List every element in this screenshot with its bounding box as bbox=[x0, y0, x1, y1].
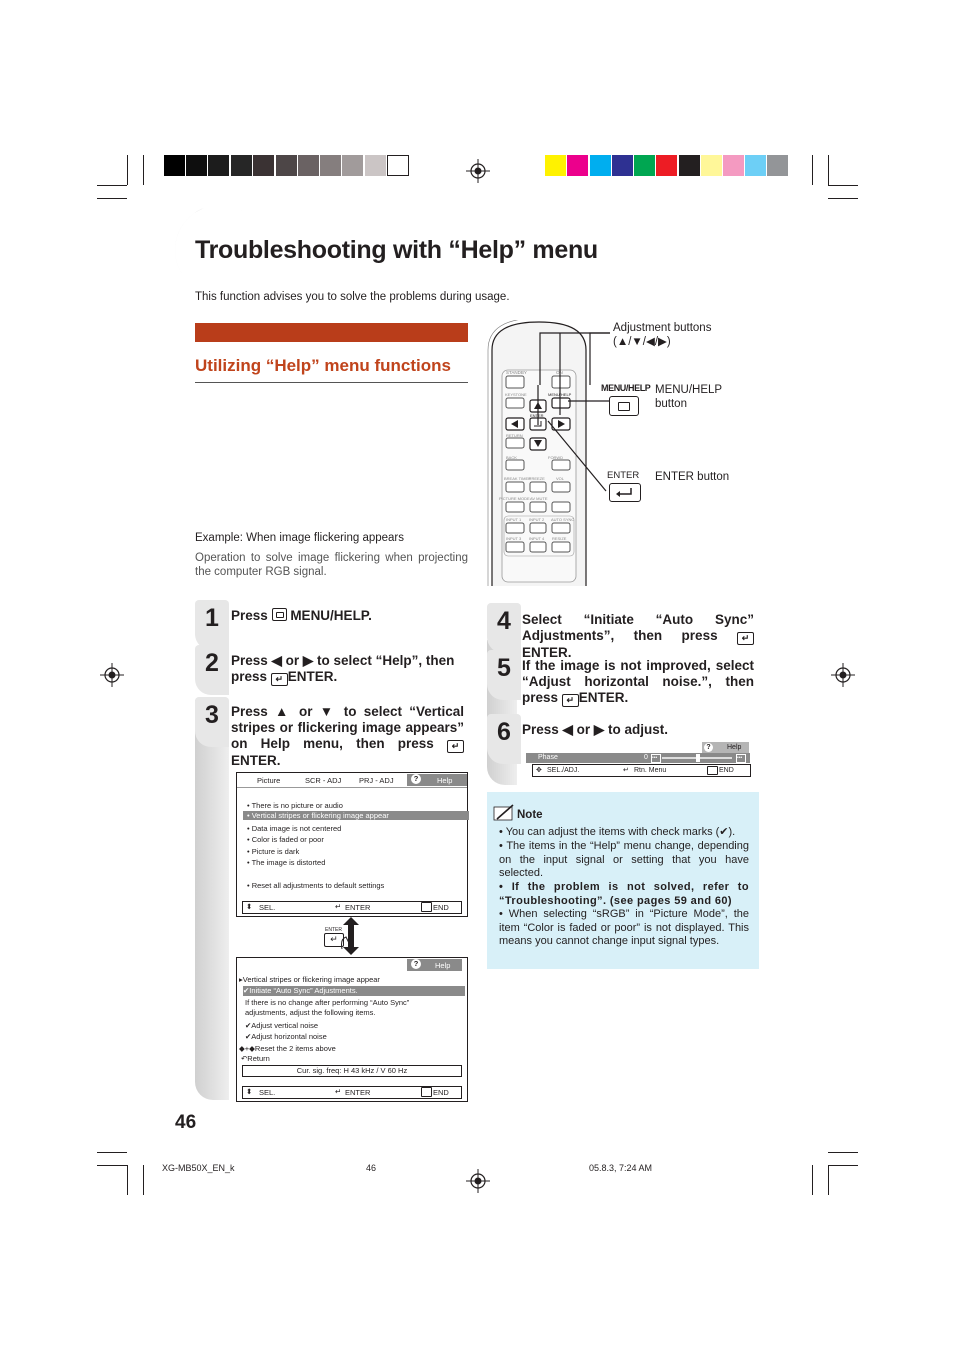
adjustment-buttons-callout: Adjustment buttons (▲/▼/◀/▶) bbox=[613, 322, 712, 348]
enter-small-label: ENTER bbox=[325, 927, 342, 933]
help-heading: ▸Vertical stripes or flickering image appear bbox=[239, 975, 380, 984]
note-heading: Note bbox=[517, 809, 543, 821]
help-item[interactable]: • Data image is not centered bbox=[247, 824, 342, 833]
intro-text: This function advises you to solve the problems during usage. bbox=[195, 291, 510, 303]
crop-mark bbox=[828, 185, 858, 186]
registration-mark-icon bbox=[466, 1169, 490, 1193]
adjust-vertical-noise-item[interactable]: ✔Adjust vertical noise bbox=[245, 1021, 318, 1030]
help-hint: If there is no change after performing “Auto Sync” adjustments, adjust the following items. bbox=[245, 998, 410, 1017]
phase-help-tab: ? Help bbox=[702, 742, 749, 753]
step-3-text: Press ▲ or ▼ to select “Vertical stripes or flickering image appears” on Help menu, then press ↵ENTER. bbox=[231, 704, 464, 768]
menu-help-tag: MENU/HELP bbox=[601, 383, 651, 393]
crop-mark bbox=[97, 198, 127, 199]
footer-date: 05.8.3, 7:24 AM bbox=[589, 1163, 653, 1173]
step-number: 5 bbox=[487, 650, 521, 700]
enter-icon: ↵ bbox=[562, 694, 579, 707]
adjust-horizontal-noise-item[interactable]: ✔Adjust horizontal noise bbox=[245, 1032, 327, 1041]
tab-picture[interactable]: Picture bbox=[257, 776, 281, 785]
step-number: 2 bbox=[195, 645, 229, 695]
sel-icon: ⬍ bbox=[246, 1087, 253, 1096]
menu-help-callout: MENU/HELP button bbox=[655, 384, 723, 410]
section-bar bbox=[195, 323, 468, 342]
minus-icon: ••• bbox=[651, 754, 661, 763]
remote-mini-label: AUTO SYNC bbox=[551, 517, 575, 522]
sel-icon: ⬍ bbox=[246, 902, 253, 911]
crop-mark bbox=[828, 1165, 858, 1166]
crop-mark bbox=[143, 1165, 144, 1195]
enter-button-icon: ↵ bbox=[324, 933, 344, 947]
signal-frequency: Cur. sig. freq: H 43 kHz / V 60 Hz bbox=[242, 1065, 462, 1077]
remote-mini-label: KEYSTONE bbox=[505, 392, 527, 397]
note-item: • When selecting “sRGB” in “Picture Mode”, the item “Color is faded or poor” is not displayed. This means you cannot change input signal types. bbox=[499, 908, 749, 947]
crop-mark bbox=[828, 1165, 829, 1195]
initiate-auto-sync-item[interactable]: ✔Initiate “Auto Sync” Adjustments. bbox=[243, 986, 465, 996]
phase-slider-thumb bbox=[696, 754, 700, 762]
enter-button-icon bbox=[609, 483, 641, 502]
section-subtitle: Utilizing “Help” menu functions bbox=[195, 356, 451, 375]
remote-mini-label: INPUT 4 bbox=[529, 536, 545, 541]
registration-mark-icon bbox=[831, 663, 855, 687]
remote-mini-label: STANDBY bbox=[506, 370, 527, 375]
example-description: Operation to solve image flickering when projecting the computer RGB signal. bbox=[195, 552, 468, 578]
menu-icon bbox=[421, 902, 432, 912]
remote-mini-label: AV MUTE bbox=[530, 496, 548, 501]
crop-mark bbox=[812, 1165, 813, 1195]
example-label: Example: When image flickering appears bbox=[195, 532, 405, 544]
step-1-text: Press MENU/HELP. bbox=[231, 608, 372, 623]
remote-mini-label: INPUT 1 bbox=[506, 517, 522, 522]
crop-mark bbox=[127, 155, 128, 185]
enter-icon: ↵ bbox=[447, 740, 464, 753]
help-detail-screen bbox=[236, 957, 468, 1102]
registration-mark-icon bbox=[466, 159, 490, 183]
crop-mark bbox=[828, 155, 829, 185]
remote-mini-label: PICTURE MODE bbox=[499, 496, 530, 501]
help-item[interactable]: • Picture is dark bbox=[247, 847, 300, 856]
help-item[interactable]: • There is no picture or audio bbox=[247, 801, 343, 810]
remote-mini-label: FORWD bbox=[548, 455, 564, 460]
step-rail bbox=[195, 700, 229, 1100]
divider bbox=[195, 382, 468, 383]
registration-mark-icon bbox=[100, 663, 124, 687]
screen-footer: ⬍ SEL. ↵ ENTER END bbox=[242, 901, 462, 914]
crop-mark bbox=[127, 1165, 128, 1195]
remote-mini-label: FREEZE bbox=[529, 476, 545, 481]
footer-file: XG-MB50X_EN_k bbox=[162, 1163, 235, 1173]
remote-mini-label: ENTER bbox=[530, 413, 544, 418]
reset-two-items[interactable]: ◆+◆Reset the 2 items above bbox=[239, 1044, 336, 1053]
remote-mini-label: BACK bbox=[506, 455, 517, 460]
enter-tag: ENTER bbox=[607, 470, 640, 481]
remote-mini-label: RESIZE bbox=[552, 536, 567, 541]
remote-mini-label: ON bbox=[556, 370, 563, 375]
step-4-text: Select “Initiate “Auto Sync” Adjustments”, then press ↵ENTER. bbox=[522, 612, 754, 660]
step-2-text: Press ◀ or ▶ to select “Help”, then press ↵ ENTER. bbox=[231, 653, 455, 684]
remote-mini-label: INPUT 3 bbox=[506, 536, 522, 541]
screen-footer: ⬍ SEL. ↵ ENTER END bbox=[242, 1086, 462, 1099]
reset-item[interactable]: • Reset all adjustments to default settings bbox=[247, 881, 385, 890]
step-number: 1 bbox=[195, 600, 229, 650]
menu-help-button-icon bbox=[609, 396, 639, 416]
return-item[interactable]: ↶Return bbox=[241, 1054, 270, 1063]
crop-mark bbox=[143, 155, 144, 185]
crop-mark bbox=[97, 185, 127, 186]
footer-page: 46 bbox=[366, 1163, 377, 1173]
crop-mark bbox=[828, 1152, 858, 1153]
crop-mark bbox=[97, 1152, 127, 1153]
help-menu-screen bbox=[236, 772, 468, 917]
remote-mini-label: BREAK TIMER bbox=[504, 476, 532, 481]
tab-help[interactable]: ? Help bbox=[407, 774, 467, 786]
tab-help[interactable]: ? Help bbox=[407, 959, 462, 971]
crop-mark bbox=[828, 198, 858, 199]
enter-icon: ↵ bbox=[335, 1087, 342, 1096]
step-number: 3 bbox=[195, 697, 229, 747]
tab-scr-adj[interactable]: SCR - ADJ bbox=[305, 776, 342, 785]
return-icon: ↶ bbox=[241, 1054, 248, 1063]
enter-button-callout: ENTER button bbox=[655, 471, 730, 483]
tab-prj-adj[interactable]: PRJ - ADJ bbox=[359, 776, 394, 785]
sel-adj-icon: ✥ bbox=[536, 767, 542, 774]
menu-icon bbox=[421, 1087, 432, 1097]
plus-icon: ••• bbox=[736, 754, 746, 763]
enter-icon: ↵ bbox=[737, 632, 754, 645]
note-item: • The items in the “Help” menu change, depending on the input signal or setting that you have selected. bbox=[499, 840, 749, 879]
step-5-text: If the image is not improved, select “Adjust horizontal noise.”, then press ↵ ENTER. bbox=[522, 658, 754, 705]
help-item[interactable]: • Color is faded or poor bbox=[247, 835, 324, 844]
note-item: • If the problem is not solved, refer to “Troubleshooting”. (see pages 59 and 60) bbox=[499, 881, 749, 907]
step-number: 4 bbox=[487, 603, 521, 653]
phase-slider-row[interactable]: Phase 0 ••• ••• bbox=[526, 753, 750, 763]
enter-icon: ↵ bbox=[335, 902, 342, 911]
enter-icon: ↵ bbox=[623, 767, 629, 774]
leader-lines bbox=[530, 325, 620, 510]
menu-button-icon bbox=[272, 608, 287, 621]
help-icon: ? bbox=[704, 743, 713, 752]
note-pencil-icon bbox=[493, 804, 517, 822]
phase-footer: ✥ SEL./ADJ. ↵ Rtn. Menu END bbox=[532, 764, 751, 777]
remote-mini-label: INPUT 2 bbox=[529, 517, 545, 522]
help-item[interactable]: • The image is distorted bbox=[247, 858, 326, 867]
remote-mini-label: MENU/HELP bbox=[548, 392, 572, 397]
page-number: 46 bbox=[175, 1112, 197, 1133]
crop-mark bbox=[812, 155, 813, 185]
page-title: Troubleshooting with “Help” menu bbox=[195, 236, 598, 264]
enter-icon: ↵ bbox=[271, 673, 288, 686]
help-icon: ? bbox=[411, 774, 421, 784]
note-item: • You can adjust the items with check marks (✔). bbox=[499, 826, 736, 838]
double-arrow-icon bbox=[343, 917, 359, 955]
crop-mark bbox=[97, 1165, 127, 1166]
step-number: 6 bbox=[487, 714, 521, 764]
help-item-selected[interactable]: • Vertical stripes or flickering image appear bbox=[243, 811, 469, 820]
step-6-text: Press ◀ or ▶ to adjust. bbox=[522, 722, 669, 737]
help-icon: ? bbox=[411, 959, 421, 969]
remote-mini-label: RETURN bbox=[506, 433, 523, 438]
remote-mini-label: VOL bbox=[556, 476, 565, 481]
note-box bbox=[487, 792, 759, 969]
menu-icon bbox=[707, 766, 718, 775]
